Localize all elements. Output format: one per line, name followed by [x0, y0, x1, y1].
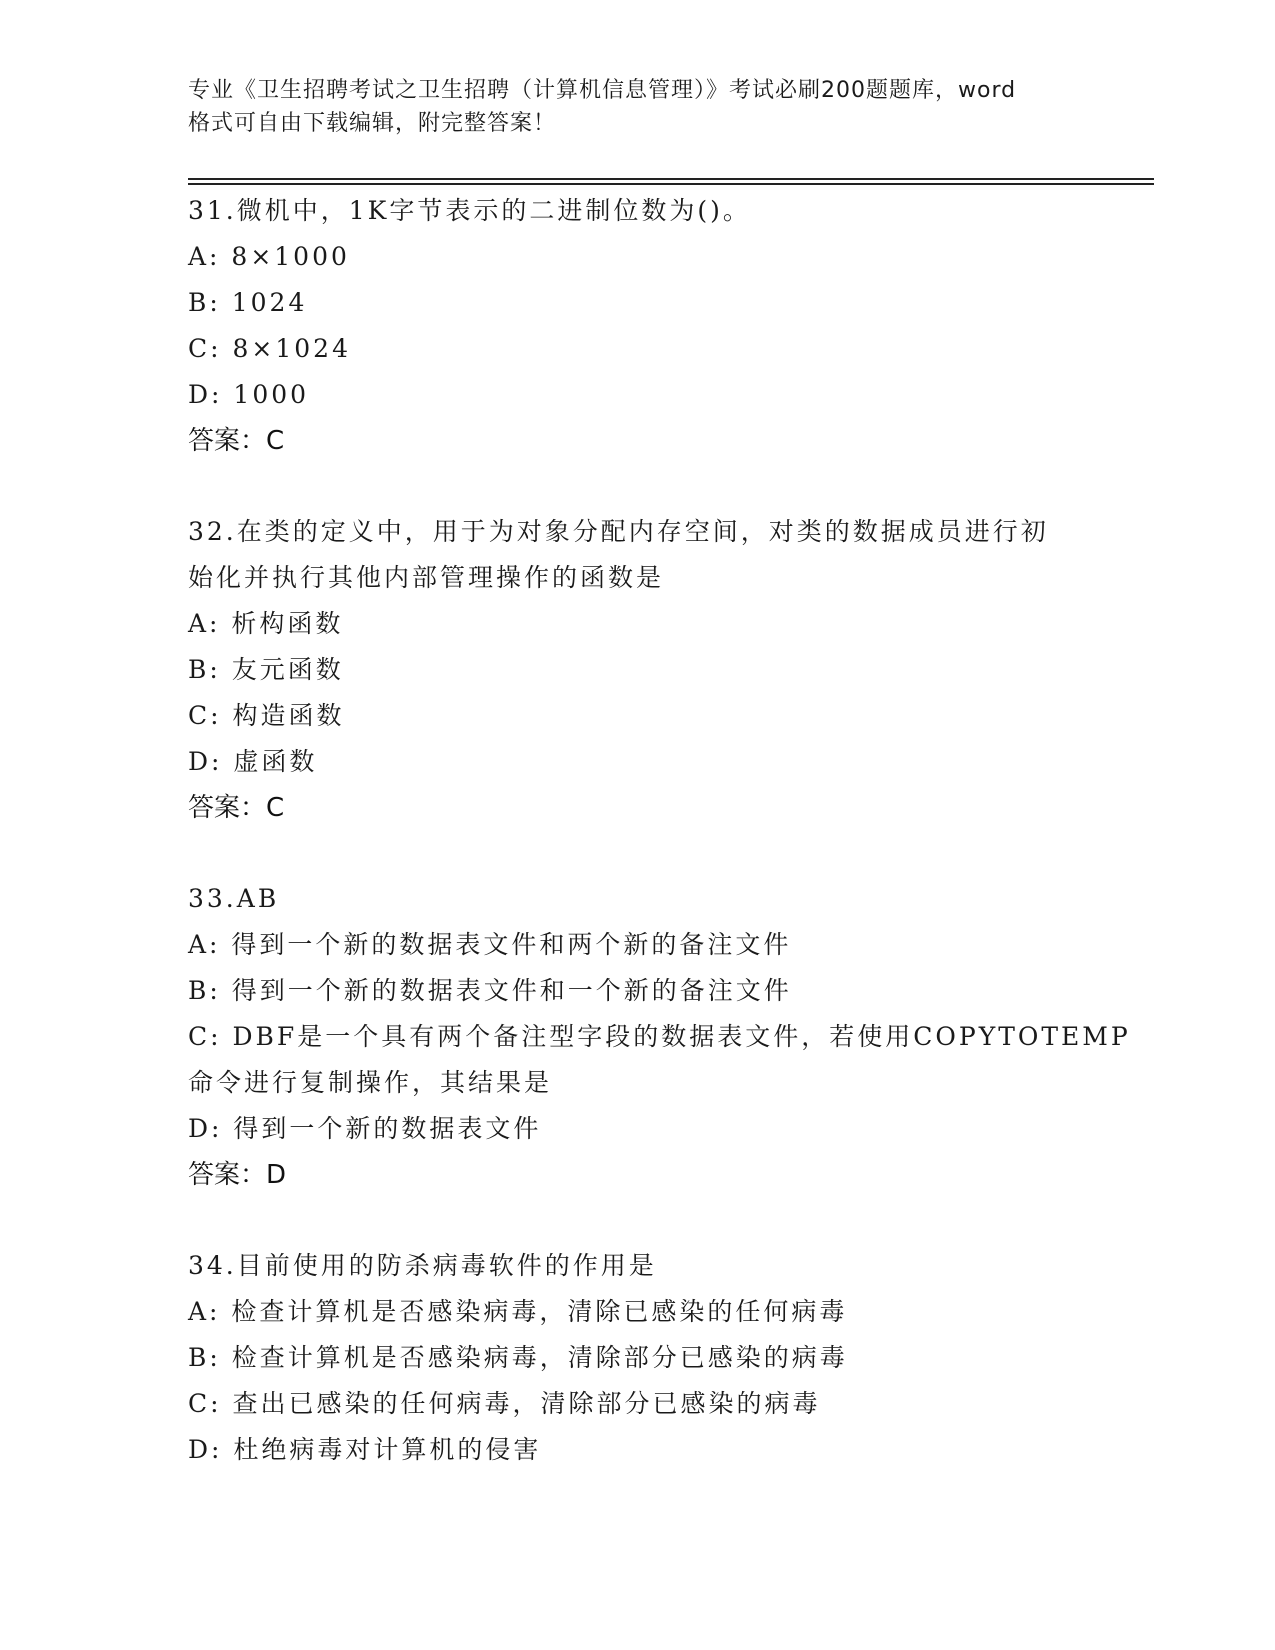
- option-d: D: 虚函数: [188, 747, 318, 776]
- question-34: [188, 1243, 1088, 1473]
- option-b: B: 1024: [188, 288, 308, 317]
- option-b: B: 得到一个新的数据表文件和一个新的备注文件: [188, 976, 792, 1005]
- option-c: C: 查出已感染的任何病毒，清除部分已感染的病毒: [188, 1389, 821, 1418]
- option-a: A: 得到一个新的数据表文件和两个新的备注文件: [188, 930, 792, 959]
- option-c: C: DBF是一个具有两个备注型字段的数据表文件，若使用COPYTOTEMP: [188, 1022, 1131, 1051]
- option-d: D: 得到一个新的数据表文件: [188, 1114, 542, 1143]
- question-list: [188, 188, 1131, 1518]
- option-c: C: 8×1024: [188, 334, 351, 363]
- option-d: D: 杜绝病毒对计算机的侵害: [188, 1435, 542, 1464]
- option-a: A: 析构函数: [188, 609, 344, 638]
- header-divider-bottom: [188, 183, 1154, 185]
- question-33: [188, 876, 1131, 1198]
- question-31: [188, 188, 1088, 464]
- option-b: B: 检查计算机是否感染病毒，清除部分已感染的病毒: [188, 1343, 848, 1372]
- header-line-1: 专业《卫生招聘考试之卫生招聘（计算机信息管理）》考试必刷200题题库，word: [188, 78, 1017, 103]
- question-stem: 34.目前使用的防杀病毒软件的作用是: [188, 1251, 657, 1280]
- answer-label: 答案：C: [188, 426, 285, 456]
- option-c-continued: 命令进行复制操作，其结果是: [188, 1068, 553, 1097]
- question-32: [188, 509, 1088, 831]
- question-stem-line-2: 始化并执行其他内部管理操作的函数是: [188, 563, 665, 592]
- answer-label: 答案：D: [188, 1160, 287, 1190]
- document-header: [188, 74, 1088, 140]
- option-d: D: 1000: [188, 380, 310, 409]
- answer-label: 答案：C: [188, 793, 285, 823]
- question-stem-line-1: 32.在类的定义中，用于为对象分配内存空间，对类的数据成员进行初: [188, 517, 1049, 546]
- option-a: A: 8×1000: [188, 242, 350, 271]
- header-line-2: 格式可自由下载编辑，附完整答案！: [188, 111, 557, 136]
- option-a: A: 检查计算机是否感染病毒，清除已感染的任何病毒: [188, 1297, 848, 1326]
- question-stem: 33.AB: [188, 884, 280, 913]
- question-stem: 31.微机中，1K字节表示的二进制位数为()。: [188, 196, 751, 225]
- option-b: B: 友元函数: [188, 655, 344, 684]
- header-divider-top: [188, 178, 1154, 180]
- option-c: C: 构造函数: [188, 701, 345, 730]
